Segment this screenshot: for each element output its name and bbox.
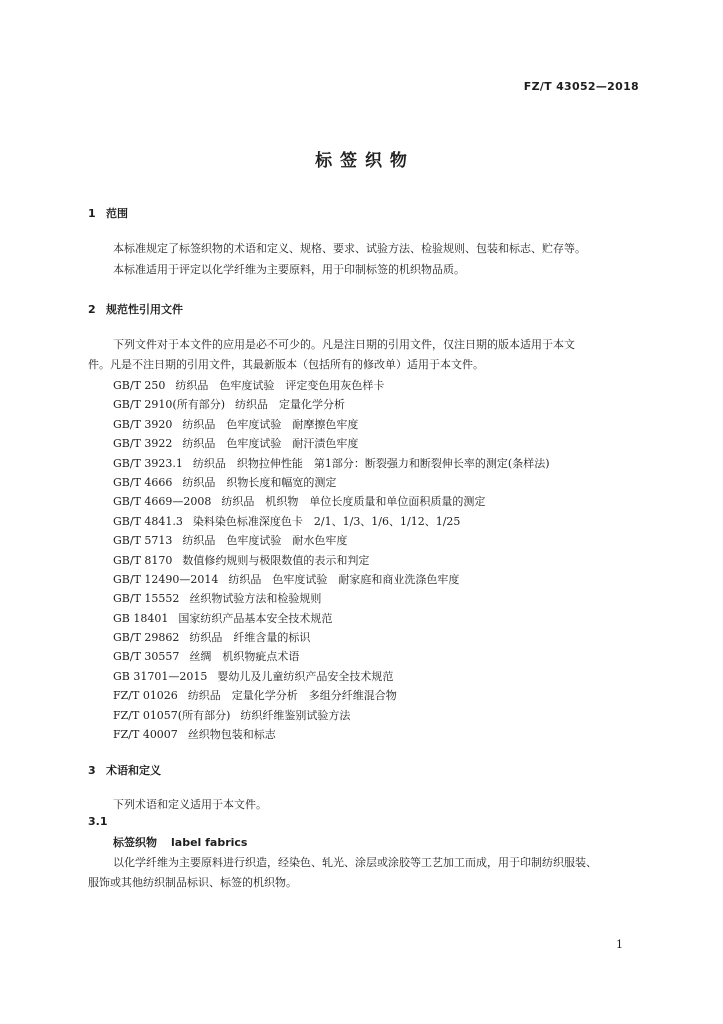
reference-title: 丝绸 机织物疵点术语: [189, 650, 300, 664]
reference-item: [113, 647, 550, 666]
reference-item: [113, 415, 550, 434]
section-1-heading: [88, 205, 128, 221]
reference-item: [113, 706, 550, 725]
reference-code: FZ/T 40007: [113, 728, 178, 742]
reference-title: 纺织品 织物长度和幅宽的测定: [182, 475, 337, 489]
reference-code: FZ/T 01057(所有部分): [113, 708, 231, 722]
reference-title: 纺织品 色牢度试验 评定变色用灰色样卡: [175, 379, 385, 392]
reference-title: 纺织品 色牢度试验 耐家庭和商业洗涤色牢度: [228, 572, 460, 586]
reference-item: [113, 512, 550, 531]
reference-item: [113, 609, 550, 628]
reference-item: [113, 395, 550, 414]
reference-title: 丝织物包装和标志: [187, 728, 276, 742]
reference-item: [113, 376, 550, 395]
reference-code: GB/T 5713: [113, 534, 173, 548]
reference-item: [113, 551, 550, 570]
term-number: 3.1: [88, 815, 108, 828]
reference-list: [113, 376, 550, 744]
reference-code: GB/T 12490—2014: [113, 572, 219, 586]
reference-title: 纺织品 纤维含量的标识: [189, 631, 311, 645]
reference-title: 数值修约规则与极限数值的表示和判定: [182, 553, 370, 567]
reference-item: [113, 473, 550, 492]
reference-item: [113, 628, 550, 647]
reference-item: [113, 667, 550, 686]
reference-title: 婴幼儿及儿童纺织产品安全技术规范: [217, 669, 394, 683]
section-2-title: 规范性引用文件: [106, 303, 183, 316]
section-1-title: 范围: [106, 207, 128, 220]
page-number: 1: [616, 938, 623, 951]
term-name: [113, 834, 247, 850]
reference-code: GB/T 30557: [113, 650, 180, 664]
scope-paragraph-2: 本标准适用于评定以化学纤维为主要原料，用于印制标签的机织物品质。: [113, 263, 465, 276]
section-1-number: 1: [88, 207, 96, 220]
reference-title: 国家纺织产品基本安全技术规范: [178, 611, 333, 625]
term-definition-line-1: 以化学纤维为主要原料进行织造，经染色、轧光、涂层或涂胶等工艺加工而成，用于印制纺织服装、: [113, 856, 597, 869]
reference-title: 纺织品 机织物 单位长度质量和单位面积质量的测定: [221, 495, 486, 509]
reference-code: FZ/T 01026: [113, 689, 178, 703]
section-2-heading: [88, 301, 183, 317]
reference-title: 纺织品 色牢度试验 耐汗渍色牢度: [182, 437, 359, 451]
reference-title: 纺织品 定量化学分析 多组分纤维混合物: [187, 689, 397, 703]
term-name-zh: 标签织物: [113, 836, 157, 849]
reference-title: 纺织品 色牢度试验 耐摩擦色牢度: [182, 417, 359, 431]
reference-item: [113, 725, 550, 744]
reference-item: [113, 686, 550, 705]
reference-item: [113, 589, 550, 608]
reference-title: 纺织纤维鉴别试验方法: [240, 708, 351, 722]
reference-title: 纺织品 色牢度试验 耐水色牢度: [182, 534, 348, 548]
reference-title: 纺织品 定量化学分析: [235, 398, 345, 412]
section-3-heading: [88, 762, 161, 778]
reference-code: GB 31701—2015: [113, 669, 208, 683]
section-2-number: 2: [88, 303, 96, 316]
reference-item: [113, 570, 550, 589]
reference-code: GB/T 4669—2008: [113, 495, 212, 509]
document-title: 标 签 织 物: [315, 151, 408, 171]
reference-item: [113, 434, 550, 453]
reference-item: [113, 454, 550, 473]
section-3-title: 术语和定义: [106, 764, 161, 777]
reference-code: GB/T 250: [113, 379, 166, 392]
normative-intro-line-2: 件。凡是不注日期的引用文件，其最新版本（包括所有的修改单）适用于本文件。: [88, 358, 484, 371]
reference-title: 纺织品 织物拉伸性能 第1部分：断裂强力和断裂伸长率的测定(条样法): [192, 456, 550, 470]
term-definition-line-2: 服饰或其他纺织制品标识、标签的机织物。: [88, 876, 297, 889]
term-name-en: label fabrics: [171, 836, 248, 849]
reference-title: 染料染色标准深度色卡 2/1、1/3、1/6、1/12、1/25: [192, 514, 461, 528]
reference-title: 丝织物试验方法和检验规则: [189, 592, 322, 606]
reference-code: GB/T 29862: [113, 631, 180, 645]
document-code: FZ/T 43052—2018: [523, 80, 639, 93]
reference-item: [113, 492, 550, 511]
reference-code: GB/T 3923.1: [113, 456, 183, 470]
reference-code: GB/T 3922: [113, 437, 173, 451]
reference-code: GB/T 4841.3: [113, 514, 183, 528]
section-3-number: 3: [88, 764, 96, 777]
terms-intro: 下列术语和定义适用于本文件。: [113, 798, 267, 811]
reference-code: GB 18401: [113, 611, 169, 625]
scope-paragraph-1: 本标准规定了标签织物的术语和定义、规格、要求、试验方法、检验规则、包装和标志、贮存等。: [113, 242, 586, 255]
reference-code: GB/T 4666: [113, 475, 173, 489]
reference-code: GB/T 15552: [113, 592, 180, 606]
reference-item: [113, 531, 550, 550]
normative-intro-line-1: 下列文件对于本文件的应用是必不可少的。凡是注日期的引用文件，仅注日期的版本适用于本文: [113, 338, 575, 351]
reference-code: GB/T 2910(所有部分): [113, 398, 225, 412]
reference-code: GB/T 3920: [113, 417, 173, 431]
reference-code: GB/T 8170: [113, 553, 173, 567]
